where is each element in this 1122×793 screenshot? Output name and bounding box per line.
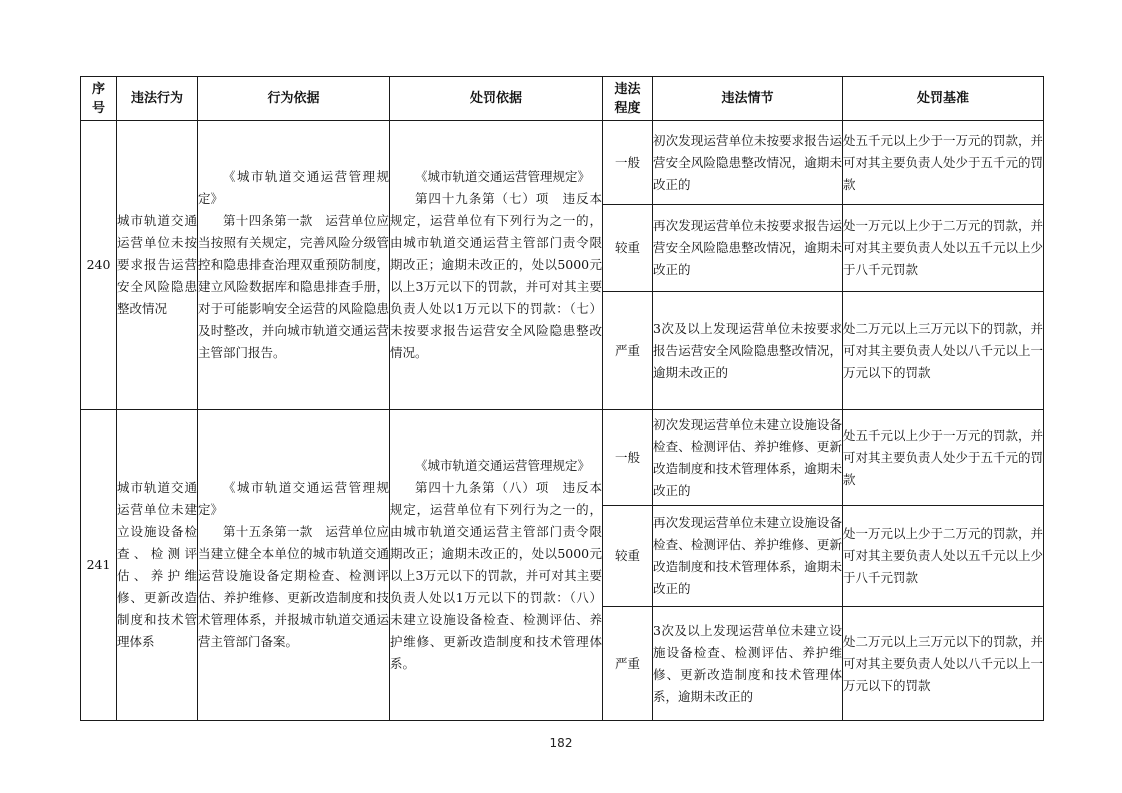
penalty-standards-table (80, 76, 1044, 721)
header-circumstance: 违法情节 (653, 77, 843, 121)
level-general: 一般 (603, 410, 653, 506)
page-number: 182 (549, 736, 573, 750)
table-row (81, 121, 1044, 205)
standard-general: 处五千元以上少于一万元的罚款，并可对其主要负责人处少于五千元的罚款 (843, 121, 1044, 205)
penalty-article-text: 第四十九条第（八）项 违反本规定，运营单位有下列行为之一的，由城市轨道交通运营主管部门责令限期改正；逾期未改正的，处以5000元以上3万元以下的罚款，并可对其主要负责人处以1万元以下的罚款：（八）未建立设施设备检查、检测评估、养护维修、更新改造制度和技术管理体系。 (390, 480, 602, 671)
penalty-basis (390, 410, 603, 721)
basis-article-text: 第十四条第一款 运营单位应当按照有关规定，完善风险分级管控和隐患排查治理双重预防制度，建立风险数据库和隐患排查手册，对于可能影响安全运营的风险隐患及时整改，并向城市轨道交通运营主管部门报告。 (198, 213, 389, 360)
penalty-article-text: 第四十九条第（七）项 违反本规定，运营单位有下列行为之一的，由城市轨道交通运营主管部门责令限期改正；逾期未改正的，处以5000元以上3万元以下的罚款，并可对其主要负责人处以1万元以下的罚款：（七）未按要求报告运营安全风险隐患整改情况。 (390, 191, 602, 360)
penalty-basis (390, 121, 603, 410)
level-severe: 严重 (603, 292, 653, 410)
standard-severe: 处二万元以上三万元以下的罚款，并可对其主要负责人处以八千元以上一万元以下的罚款 (843, 292, 1044, 410)
circumstance-general: 初次发现运营单位未按要求报告运营安全风险隐患整改情况，逾期未改正的 (653, 121, 843, 205)
entry-number: 241 (81, 410, 117, 721)
circumstance-serious: 再次发现运营单位未按要求报告运营安全风险隐患整改情况，逾期未改正的 (653, 205, 843, 292)
basis-regulation-title: 《城市轨道交通运营管理规定》 (198, 480, 389, 517)
entry-number: 240 (81, 121, 117, 410)
penalty-regulation-title: 《城市轨道交通运营管理规定》 (415, 458, 591, 473)
standard-severe: 处二万元以上三万元以下的罚款，并可对其主要负责人处以八千元以上一万元以下的罚款 (843, 607, 1044, 721)
circumstance-severe: 3次及以上发现运营单位未按要求报告运营安全风险隐患整改情况，逾期未改正的 (653, 292, 843, 410)
level-severe: 严重 (603, 607, 653, 721)
standard-general: 处五千元以上少于一万元的罚款，并可对其主要负责人处少于五千元的罚款 (843, 410, 1044, 506)
header-behavior: 违法行为 (117, 77, 198, 121)
header-penalty-basis: 处罚依据 (390, 77, 603, 121)
basis-article-text: 第十五条第一款 运营单位应当建立健全本单位的城市轨道交通运营设施设备定期检查、检测评估、养护维修、更新改造制度和技术管理体系，并报城市轨道交通运营主管部门备案。 (198, 524, 389, 649)
header-no: 序号 (81, 77, 117, 121)
level-general: 一般 (603, 121, 653, 205)
standard-serious: 处一万元以上少于二万元的罚款，并可对其主要负责人处以五千元以上少于八千元罚款 (843, 506, 1044, 607)
penalty-regulation-title: 《城市轨道交通运营管理规定》 (415, 169, 591, 184)
header-level: 违法程度 (603, 77, 653, 121)
violation-behavior: 城市轨道交通运营单位未建立设施设备检查、检测评估、养护维修、更新改造制度和技术管理体系 (117, 410, 198, 721)
header-behavior-basis: 行为依据 (198, 77, 390, 121)
header-row (81, 77, 1044, 121)
basis-regulation-title: 《城市轨道交通运营管理规定》 (198, 169, 389, 206)
table-row (81, 410, 1044, 506)
level-serious: 较重 (603, 506, 653, 607)
circumstance-serious: 再次发现运营单位未建立设施设备检查、检测评估、养护维修、更新改造制度和技术管理体系，逾期未改正的 (653, 506, 843, 607)
violation-behavior: 城市轨道交通运营单位未按要求报告运营安全风险隐患整改情况 (117, 121, 198, 410)
level-serious: 较重 (603, 205, 653, 292)
behavior-basis (198, 121, 390, 410)
behavior-basis (198, 410, 390, 721)
header-standard: 处罚基准 (843, 77, 1044, 121)
standard-serious: 处一万元以上少于二万元的罚款，并可对其主要负责人处以五千元以上少于八千元罚款 (843, 205, 1044, 292)
circumstance-severe: 3次及以上发现运营单位未建立设施设备检查、检测评估、养护维修、更新改造制度和技术管理体系，逾期未改正的 (653, 607, 843, 721)
circumstance-general: 初次发现运营单位未建立设施设备检查、检测评估、养护维修、更新改造制度和技术管理体系，逾期未改正的 (653, 410, 843, 506)
